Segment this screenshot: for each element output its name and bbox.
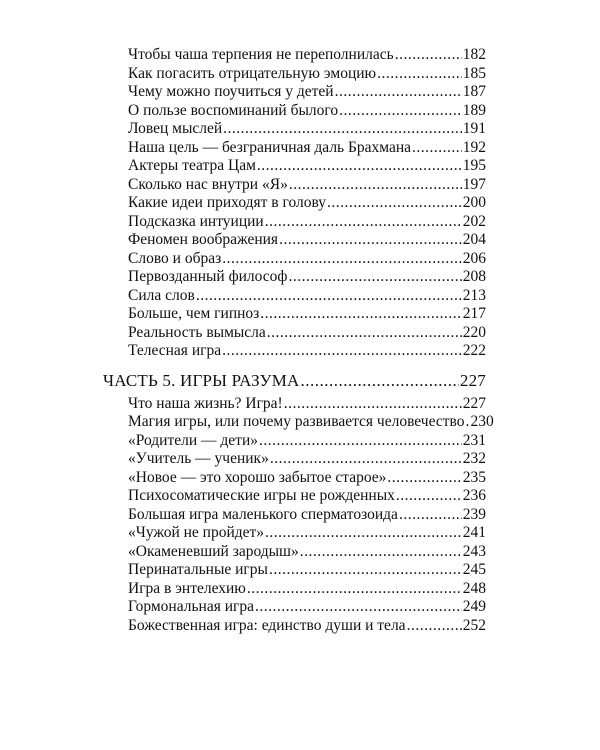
entry-page-number: 235	[462, 468, 486, 486]
part-page-number: 227	[459, 370, 486, 390]
toc-entry	[103, 65, 486, 84]
dot-leader	[288, 268, 461, 287]
dot-leader	[396, 487, 462, 506]
entry-title: Феномен воображения	[128, 231, 279, 248]
toc-entry	[103, 46, 486, 65]
entry-page-number: 197	[462, 175, 486, 193]
dot-leader	[284, 395, 462, 414]
entry-page-number: 241	[462, 524, 486, 541]
entry-title: Сколько нас внутри «Я»	[128, 175, 288, 193]
toc-entry	[103, 231, 486, 250]
part-title: ЧАСТЬ 5. ИГРЫ РАЗУМА	[103, 370, 300, 390]
toc-entry	[103, 194, 486, 213]
entry-page-number: 192	[462, 138, 486, 156]
entry-page-number: 252	[462, 616, 486, 634]
entry-title: Подсказка интуиции	[128, 212, 264, 230]
toc-entry	[103, 342, 486, 361]
dot-leader	[222, 342, 462, 361]
dot-leader	[279, 231, 462, 250]
entry-title: О пользе воспоминаний былого	[128, 101, 339, 119]
dot-leader	[395, 46, 462, 65]
dot-leader	[267, 324, 462, 343]
entry-title: Чему можно поучиться у детей	[128, 83, 334, 100]
toc-entry	[103, 524, 486, 543]
dot-leader	[265, 213, 462, 232]
entry-page-number: 248	[462, 579, 486, 597]
entry-title: Психосоматические игры не рожденных	[128, 487, 395, 504]
part-heading	[103, 369, 486, 393]
entry-title: Игра в энтелехию	[128, 579, 246, 597]
toc-entry	[103, 450, 486, 469]
dot-leader	[255, 598, 462, 617]
entry-title: Ловец мыслей	[128, 120, 223, 137]
entry-page-number: 243	[462, 542, 486, 560]
dot-leader	[300, 543, 462, 562]
entry-title: Божественная игра: единство души и тела	[128, 616, 406, 634]
toc-entry	[103, 598, 486, 617]
toc-entry	[103, 506, 486, 525]
entry-page-number: 191	[462, 120, 486, 137]
entry-page-number: 187	[462, 83, 486, 100]
entry-title: Первозданный философ	[128, 268, 288, 285]
toc-entry	[103, 176, 486, 195]
dot-leader	[407, 617, 462, 636]
entry-page-number: 185	[462, 64, 486, 82]
toc-group-1	[103, 46, 486, 361]
entry-title: Перинатальные игры	[128, 561, 268, 578]
entry-page-number: 202	[462, 212, 486, 230]
toc-entry	[103, 324, 486, 343]
entry-page-number: 239	[462, 505, 486, 523]
dot-leader	[270, 450, 462, 469]
entry-title: Гормональная игра	[128, 598, 254, 615]
toc-entry	[103, 395, 486, 414]
entry-title: Наша цель — безграничная даль Брахмана	[128, 138, 412, 156]
entry-page-number: 231	[462, 431, 486, 449]
dot-leader	[265, 524, 462, 543]
entry-page-number: 208	[462, 268, 486, 285]
toc-entry	[103, 305, 486, 324]
dot-leader	[260, 305, 461, 324]
dot-leader	[387, 469, 461, 488]
dot-leader	[196, 287, 462, 306]
entry-title: Больше, чем гипноз	[128, 305, 260, 322]
dot-leader	[327, 194, 462, 213]
table-of-contents	[103, 46, 494, 635]
entry-title: «Чужой не пройдет»	[128, 524, 265, 541]
toc-entry	[103, 120, 486, 139]
entry-title: «Родители — дети»	[128, 431, 258, 449]
entry-title: Что наша жизнь? Игра!	[128, 394, 283, 412]
entry-title: Сила слов	[128, 286, 195, 304]
toc-entry	[103, 561, 486, 580]
entry-title: Реальность вымысла	[128, 323, 266, 341]
dot-leader	[223, 120, 462, 139]
toc-group-2	[103, 394, 494, 636]
dot-leader	[335, 83, 462, 102]
toc-entry	[103, 157, 486, 176]
entry-title: «Окаменевший зародыш»	[128, 542, 299, 560]
toc-entry	[103, 432, 486, 451]
toc-entry	[103, 469, 486, 488]
entry-page-number: 249	[462, 598, 486, 615]
entry-title: Большая игра маленького сперматозоида	[128, 505, 398, 523]
toc-entry	[103, 617, 486, 636]
dot-leader	[257, 157, 462, 176]
toc-entry	[103, 139, 486, 158]
entry-title: Актеры театра Цам	[128, 157, 256, 174]
entry-page-number: 189	[462, 101, 486, 119]
entry-page-number: 227	[462, 394, 486, 412]
toc-entry	[103, 268, 486, 287]
entry-page-number: 213	[462, 286, 486, 304]
dot-leader	[269, 561, 462, 580]
entry-page-number: 245	[462, 561, 486, 578]
dot-leader	[412, 139, 462, 158]
entry-title: Слово и образ	[128, 249, 222, 267]
toc-entry	[103, 487, 486, 506]
entry-page-number: 230	[470, 413, 494, 430]
dot-leader	[247, 580, 462, 599]
entry-page-number: 204	[462, 231, 486, 248]
toc-entry	[103, 413, 494, 432]
toc-entry	[103, 580, 486, 599]
dot-leader	[301, 369, 459, 393]
entry-title: «Учитель — ученик»	[128, 450, 269, 467]
toc-entry	[103, 287, 486, 306]
entry-page-number: 195	[462, 157, 486, 174]
toc-entry	[103, 83, 486, 102]
entry-title: Магия игры, или почему развивается человечество	[128, 413, 465, 430]
entry-title: Какие идеи приходят в голову	[128, 194, 327, 211]
toc-entry	[103, 250, 486, 269]
dot-leader	[222, 250, 462, 269]
entry-page-number: 206	[462, 249, 486, 267]
entry-title: «Новое — это хорошо забытое старое»	[128, 468, 387, 486]
dot-leader	[465, 413, 469, 432]
dot-leader	[399, 506, 462, 525]
entry-page-number: 232	[462, 450, 486, 467]
entry-title: Телесная игра	[128, 342, 222, 359]
entry-title: Чтобы чаша терпения не переполнилась	[128, 46, 394, 63]
toc-entry	[103, 213, 486, 232]
entry-page-number: 220	[462, 323, 486, 341]
dot-leader	[339, 102, 462, 121]
dot-leader	[289, 176, 462, 195]
dot-leader	[259, 432, 462, 451]
entry-page-number: 222	[462, 342, 486, 359]
entry-page-number: 236	[462, 487, 486, 504]
toc-entry	[103, 102, 486, 121]
entry-page-number: 217	[462, 305, 486, 322]
entry-page-number: 182	[462, 46, 486, 63]
dot-leader	[377, 65, 462, 84]
entry-title: Как погасить отрицательную эмоцию	[128, 64, 377, 82]
toc-entry	[103, 543, 486, 562]
entry-page-number: 200	[462, 194, 486, 211]
